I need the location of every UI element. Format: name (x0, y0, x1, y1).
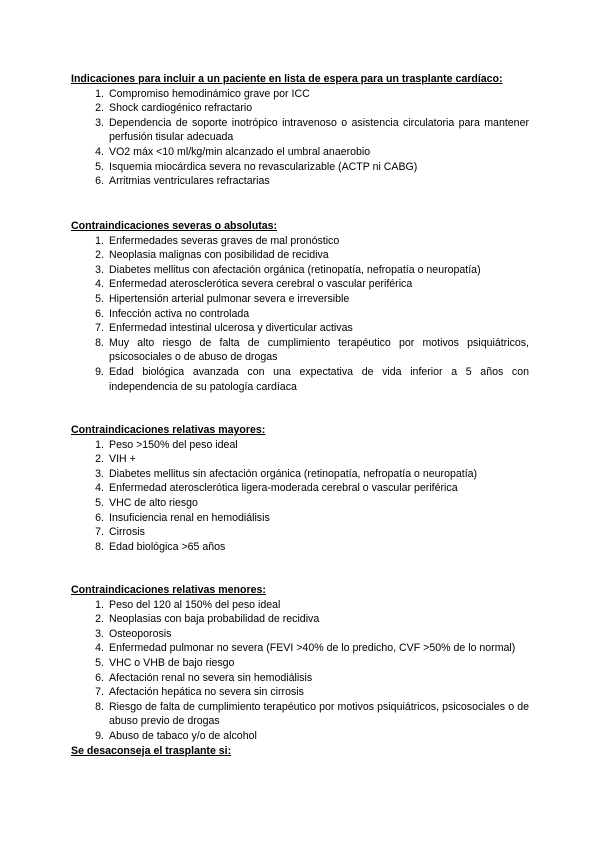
section-heading: Contraindicaciones severas o absolutas: (71, 220, 278, 232)
list-item: 7. Enfermedad intestinal ulcerosa y diverticular activas (95, 322, 353, 335)
list-item: 9. Edad biológica avanzada con una expectativa de vida inferior a 5 años con independencia de su patología cardíaca (95, 365, 529, 393)
final-heading: Se desaconseja el trasplante si: (71, 744, 232, 757)
list-item: 3. Diabetes mellitus con afectación orgánica (retinopatía, nefropatía o neuropatía) (95, 263, 481, 276)
item-list (71, 438, 529, 555)
section-relativas-mayores (71, 423, 529, 554)
item-list (71, 87, 529, 189)
list-item: 1. Peso >150% del peso ideal (95, 438, 238, 451)
list-item: 7. Cirrosis (95, 526, 145, 539)
list-item: 5. Hipertensión arterial pulmonar severa e irreversible (95, 292, 350, 305)
list-item: 8. Edad biológica >65 años (95, 540, 226, 553)
list-item: 4. Enfermedad pulmonar no severa (FEVI >40% de lo predicho, CVF >50% de lo normal) (95, 642, 516, 655)
list-item: 6. Insuficiencia renal en hemodiálisis (95, 511, 270, 524)
list-item: 8. Muy alto riesgo de falta de cumplimiento terapéutico por motivos psiquiátricos, psicosociales o de abuso de drogas (95, 336, 529, 364)
list-item: 4. Enfermedad aterosclerótica ligera-moderada cerebral o vascular periférica (95, 482, 458, 495)
list-item: 5. Isquemia miocárdica severa no revascularizable (ACTP ni CABG) (95, 160, 418, 173)
list-item: 4. VO2 máx <10 ml/kg/min alcanzado el umbral anaerobio (95, 145, 371, 158)
list-item: 1. Enfermedades severas graves de mal pronóstico (95, 234, 340, 247)
section-relativas-menores (71, 583, 529, 758)
list-item: 2. VIH + (95, 453, 136, 466)
list-item: 1. Compromiso hemodinámico grave por ICC (95, 87, 310, 100)
list-item: 6. Infección activa no controlada (95, 307, 250, 320)
section-heading: Indicaciones para incluir a un paciente en lista de espera para un trasplante cardíaco: (71, 73, 503, 85)
list-item: 3. Dependencia de soporte inotrópico intravenoso o asistencia circulatoria para mantener perfusión tisular adecuada (95, 116, 529, 144)
item-list (71, 598, 529, 744)
list-item: 5. VHC de alto riesgo (95, 496, 198, 509)
item-list (71, 234, 529, 395)
section-heading: Contraindicaciones relativas menores: (71, 584, 266, 596)
section-contraindicaciones-absolutas (71, 219, 529, 394)
list-item: 1. Peso del 120 al 150% del peso ideal (95, 598, 281, 611)
list-item: 5. VHC o VHB de bajo riesgo (95, 656, 235, 669)
list-item: 2. Neoplasia malignas con posibilidad de recidiva (95, 249, 329, 262)
list-item: 4. Enfermedad aterosclerótica severa cerebral o vascular periférica (95, 278, 413, 291)
list-item: 3. Diabetes mellitus sin afectación orgánica (retinopatía, nefropatía o neuropatía) (95, 467, 478, 480)
section-indicaciones (71, 72, 529, 189)
list-item: 3. Osteoporosis (95, 627, 172, 640)
list-item: 2. Neoplasias con baja probabilidad de recidiva (95, 613, 320, 626)
list-item: 9. Abuso de tabaco y/o de alcohol (95, 729, 257, 742)
list-item: 8. Riesgo de falta de cumplimiento terapéutico por motivos psiquiátricos, psicosociales o de abuso previo de drogas (95, 700, 529, 728)
list-item: 6. Afectación renal no severa sin hemodiálisis (95, 671, 313, 684)
list-item: 7. Afectación hepática no severa sin cirrosis (95, 686, 304, 699)
list-item: 6. Arritmias ventriculares refractarias (95, 175, 270, 188)
section-heading: Contraindicaciones relativas mayores: (71, 424, 266, 436)
list-item: 2. Shock cardiogénico refractario (95, 102, 253, 115)
